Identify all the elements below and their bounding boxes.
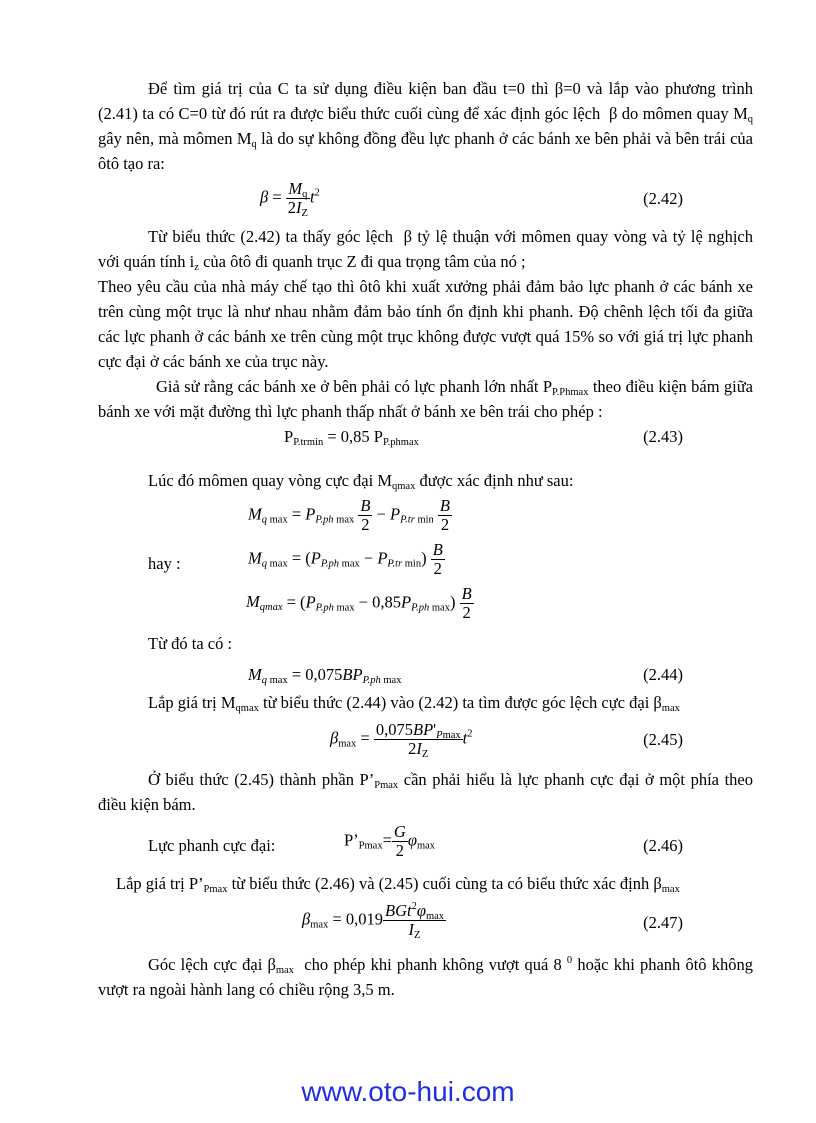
paragraph-8: Lắp giá trị $P’_{Pmax}$ từ biểu thức (2.46) và (2.45) cuối cùng ta có biểu thức xác định $\beta_{max}$: [116, 874, 680, 895]
paragraph-9: Góc lệch cực đại $\beta_{max}$ cho phép khi phanh không vượt quá 8 $^0$ hoặc khi phanh ôtô không vượt ra ngoài hành lang có chiều rộng 3,5 m.: [98, 955, 753, 999]
paragraph-7: Ở biểu thức (2.45) thành phần $P’_{Pmax}$ cần phải hiểu là lực phanh cực đại ở một phía theo điều kiện bám.: [98, 770, 753, 814]
paragraph-4: Giả sử rằng các bánh xe ở bên phải có lực phanh lớn nhất $P_{P.Phmax}$ theo điều kiện bám giữa bánh xe với mặt đường thì lực phanh thấp nhất ở bánh xe bên trái cho phép :: [98, 377, 753, 421]
equation-2-42: β = $\frac{M_q}{2I_Z}$ $t^2$ (2.42): [260, 179, 683, 219]
paragraph-1: Để tìm giá trị của C ta sử dụng điều kiện ban đầu t=0 thì β=0 và lắp vào phương trình (2.41) ta có C=0 từ đó rút ra được biểu thức cuối cùng để xác định góc lệch β do mômen quay $M_q$ gây nên, mà mômen $M_q$ là do sự không đồng đều lực phanh ở các bánh xe bên phải và bên trái của ôtô tạo ra:: [98, 79, 754, 173]
paragraph-6: Lắp giá trị $M_{qmax}$ từ biểu thức (2.44) vào (2.42) ta tìm được góc lệch cực đại $\beta_{max}$: [148, 693, 680, 714]
equation-mqmax-1: $M_{q max} = P_{P.ph max}$ $\frac{B}{2}$ − $P_{P.tr min}$ $\frac{B}{2}$: [248, 496, 451, 534]
equation-2-46: Lực phanh cực đại: $P’_{Pmax}=$ $\frac{G}{2}$ $\varphi_{max}$ (2.46): [148, 822, 683, 860]
tu-do-ta-co: Từ đó ta có :: [148, 634, 233, 653]
equation-number: (2.45): [643, 730, 683, 749]
paragraph-5: Lúc đó mômen quay vòng cực đại $M_{qmax}$ được xác định như sau:: [148, 471, 574, 492]
equation-number: (2.43): [643, 427, 683, 446]
equation-2-43: $P_{P.trmin} = 0,85$ $P_{P.phmax}$ (2.43): [98, 424, 753, 468]
paragraph-2: Từ biểu thức (2.42) ta thấy góc lệch β tỷ lệ thuận với mômen quay vòng và tỷ lệ nghịch với quán tính $i_z$ của ôtô đi quanh trục Z đi qua trọng tâm của nó ;: [98, 227, 753, 273]
paragraph-3: Theo yêu cầu của nhà máy chế tạo thì ôtô khi xuất xưởng phải đảm bảo lực phanh ở các bánh xe trên cùng một trục là như nhau nhằm đảm bảo tính ổn định khi phanh. Độ chênh lệch tối đa giữa các lực phanh ở các bánh xe trên cùng một trục không được vượt quá 15% so với giá trị lực phanh cực đại ở các bánh xe của trục này.: [98, 277, 753, 371]
equation-number: (2.46): [643, 836, 683, 855]
equation-number: (2.47): [643, 913, 683, 932]
equation-number: (2.44): [643, 665, 683, 684]
equation-2-45: $\beta_{max}$ = $\frac{0,075BP'_{Pmax}}{2I_Z}$ $t^2$ (2.45): [330, 720, 683, 760]
luc-phanh-label: Lực phanh cực đại:: [148, 836, 276, 855]
hay-label: hay :: [148, 554, 181, 573]
document-body: [98, 76, 753, 1002]
equation-mqmax-3: $M_{qmax} = (P_{P.ph max} - 0,85P_{P.ph max})$ $\frac{B}{2}$: [246, 584, 472, 622]
footer-website-link[interactable]: www.oto-hui.com: [301, 1076, 515, 1107]
equation-2-47: $\beta_{max} = 0,019$ $\frac{BGt^2\varphi_{max}}{I_Z}$ (2.47): [302, 901, 683, 941]
equation-2-44: $M_{q max} = 0,075BP_{P.ph max}$ (2.44): [98, 660, 753, 690]
equation-mqmax-2: hay : $M_{q max} = (P_{P.ph max} - P_{P.tr min})$ $\frac{B}{2}$: [148, 540, 443, 578]
equation-number: (2.42): [643, 189, 683, 208]
